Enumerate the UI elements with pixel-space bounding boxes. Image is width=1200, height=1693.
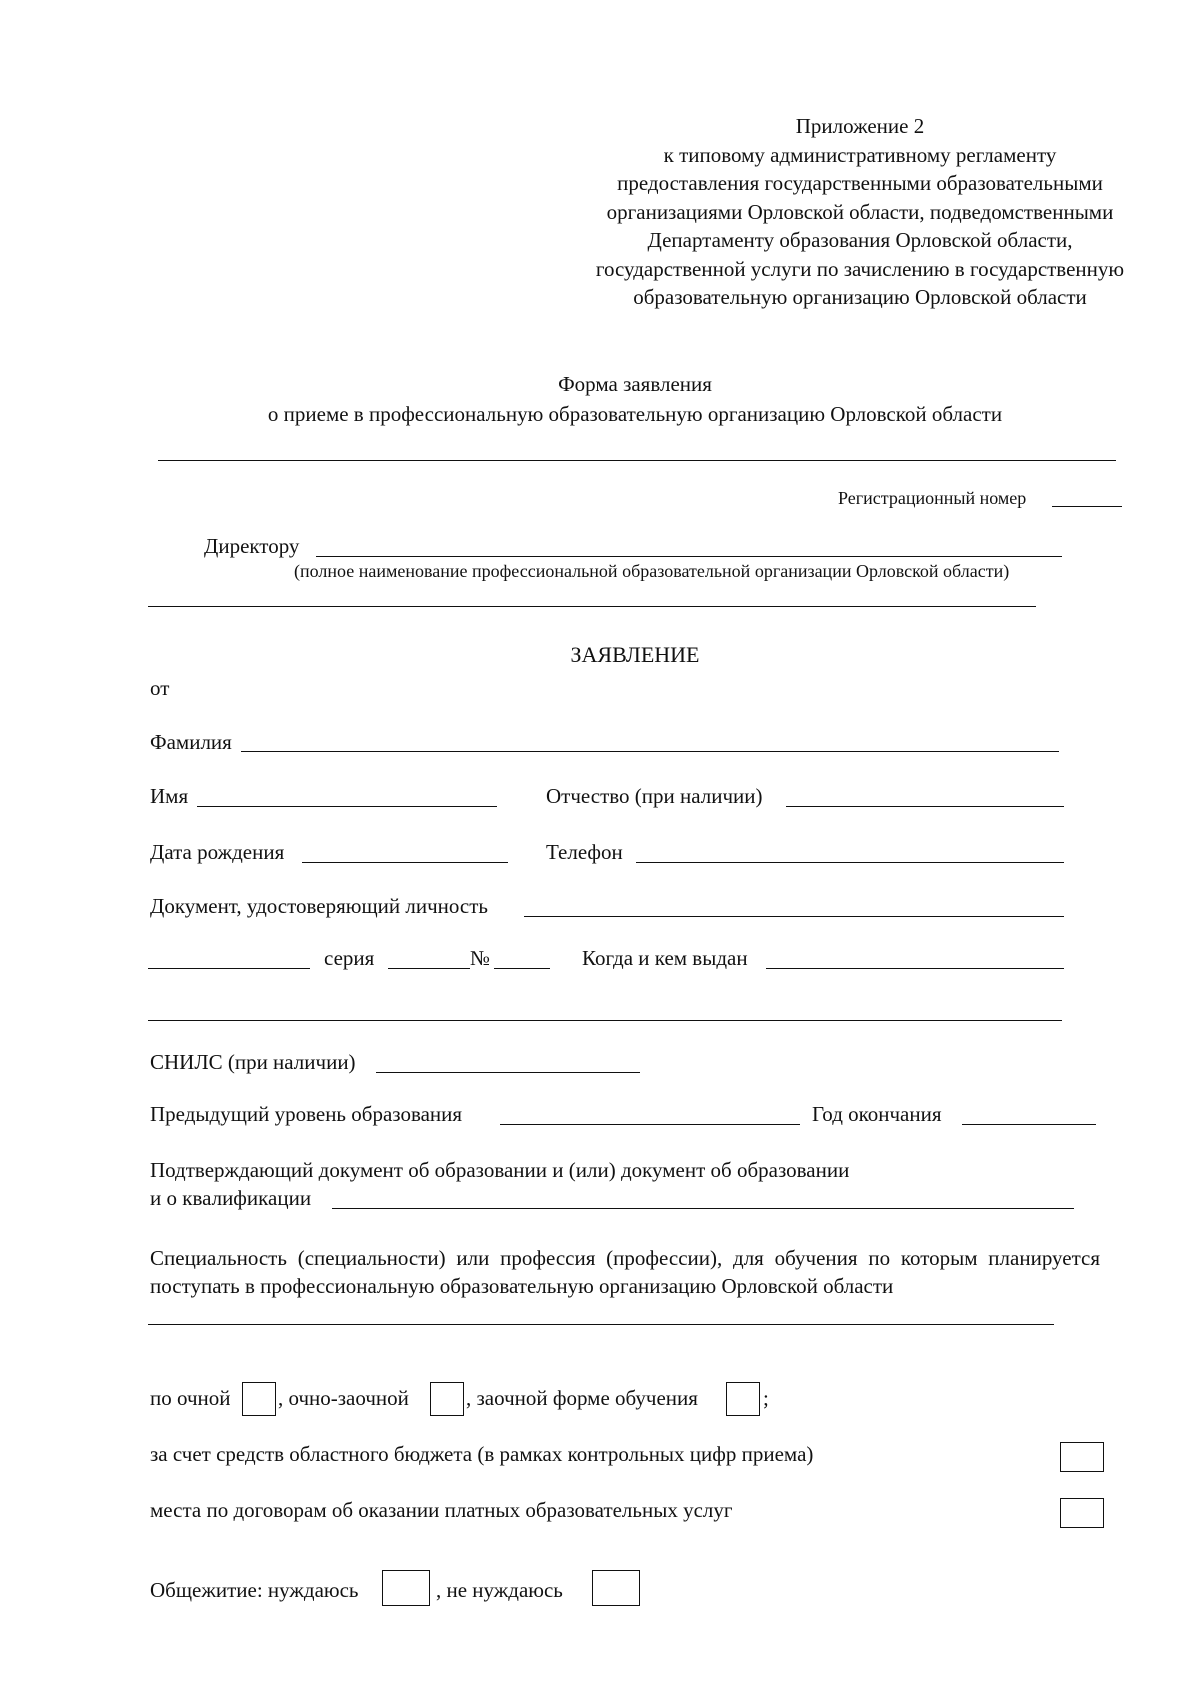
doc-type-field[interactable] [148, 968, 310, 969]
surname-field[interactable] [241, 751, 1059, 752]
prev-education-label: Предыдущий уровень образования [150, 1102, 463, 1126]
name-field[interactable] [197, 806, 497, 807]
director-field-continued[interactable] [148, 606, 1036, 607]
registration-number-field[interactable] [1052, 506, 1122, 507]
identity-doc-field[interactable] [524, 916, 1064, 917]
series-field[interactable] [388, 968, 470, 969]
appendix-line: государственной услуги по зачислению в государственную [595, 256, 1125, 281]
statement-from: от [150, 676, 170, 700]
phone-field[interactable] [636, 862, 1064, 863]
birth-date-label: Дата рождения [150, 840, 285, 864]
issued-field-continued[interactable] [148, 1020, 1062, 1021]
full-time-checkbox[interactable] [242, 1382, 276, 1416]
distance-label: , заочной форме обучения [466, 1386, 698, 1410]
dormitory-not-needed-label: , не нуждаюсь [436, 1578, 563, 1602]
appendix-line: Департаменту образования Орловской области, [647, 228, 1073, 252]
identity-doc-label: Документ, удостоверяющий личность [150, 894, 488, 918]
study-form-end: ; [763, 1386, 769, 1410]
dormitory-not-needed-checkbox[interactable] [592, 1570, 640, 1606]
appendix-line: образовательную организацию Орловской области [633, 285, 1087, 309]
part-time-checkbox[interactable] [430, 1382, 464, 1416]
paid-checkbox[interactable] [1060, 1498, 1104, 1528]
birth-date-field[interactable] [302, 862, 508, 863]
distance-checkbox[interactable] [726, 1382, 760, 1416]
appendix-header [560, 112, 1160, 312]
snils-label: СНИЛС (при наличии) [150, 1050, 356, 1074]
appendix-line: Приложение 2 [795, 114, 925, 138]
registration-label: Регистрационный номер [838, 488, 1027, 508]
number-field[interactable] [494, 968, 550, 969]
graduation-year-label: Год окончания [812, 1102, 942, 1126]
director-field[interactable] [316, 556, 1062, 557]
paid-label: места по договорам об оказании платных образовательных услуг [150, 1498, 733, 1522]
appendix-line: организациями Орловской области, подведомственными [606, 199, 1114, 224]
snils-field[interactable] [376, 1072, 640, 1073]
part-time-label: , очно-заочной [278, 1386, 409, 1410]
dormitory-needed-checkbox[interactable] [382, 1570, 430, 1606]
name-label: Имя [150, 784, 189, 808]
budget-label: за счет средств областного бюджета (в рамках контрольных цифр приема) [150, 1442, 814, 1466]
form-title: Форма заявления [558, 372, 712, 396]
director-label: Директору [204, 534, 300, 558]
title-underline [158, 460, 1116, 461]
appendix-line: предоставления государственными образовательными [617, 171, 1103, 195]
edu-doc-field[interactable] [332, 1208, 1074, 1209]
patronymic-field[interactable] [786, 806, 1064, 807]
dormitory-label: Общежитие: нуждаюсь [150, 1578, 359, 1602]
number-label: № [470, 946, 491, 970]
full-time-label: по очной [150, 1386, 231, 1410]
issued-label: Когда и кем выдан [582, 946, 748, 970]
series-label: серия [324, 946, 375, 970]
patronymic-label: Отчество (при наличии) [546, 784, 763, 808]
specialty-label: Специальность (специальности) или профессия (профессии), для обучения по которым планируется поступать в профессиональную образовательную организацию Орловской области [150, 1246, 1100, 1298]
prev-education-field[interactable] [500, 1124, 800, 1125]
statement-title: ЗАЯВЛЕНИЕ [570, 642, 700, 667]
phone-label: Телефон [546, 840, 623, 864]
specialty-field[interactable] [148, 1324, 1054, 1325]
edu-doc-label: Подтверждающий документ об образовании и (или) документ об образовании [150, 1158, 850, 1182]
director-caption: (полное наименование профессиональной образовательной организации Орловской области) [294, 561, 1010, 581]
budget-checkbox[interactable] [1060, 1442, 1104, 1472]
form-subtitle: о приеме в профессиональную образовательную организацию Орловской области [267, 402, 1003, 426]
appendix-line: к типовому административному регламенту [663, 142, 1057, 167]
edu-doc-label-continued: и о квалификации [150, 1186, 312, 1210]
issued-field[interactable] [766, 968, 1064, 969]
surname-label: Фамилия [150, 730, 232, 754]
graduation-year-field[interactable] [962, 1124, 1096, 1125]
